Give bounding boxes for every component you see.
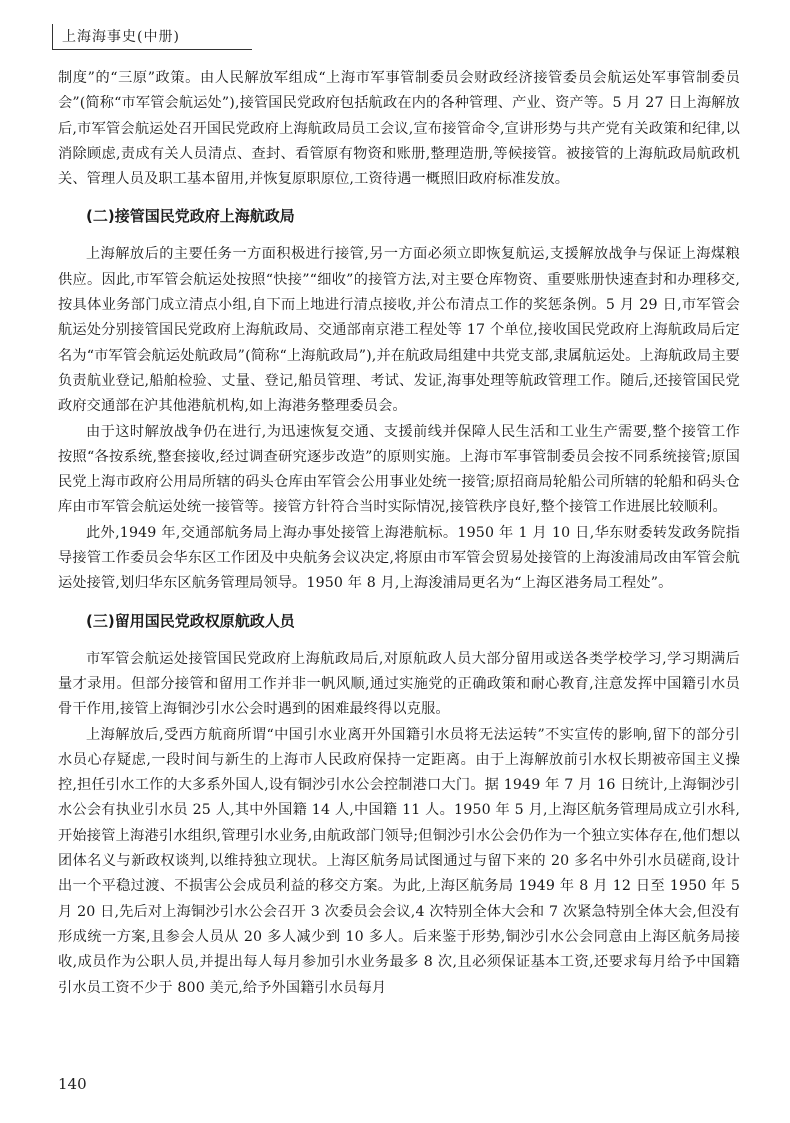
running-head-rule-vertical (52, 24, 53, 49)
paragraph: 上海解放后,受西方航商所谓“中国引水业离开外国籍引水员将无法运转”不实宣传的影响,留下的部分引水员心存疑虑,一段时间与新生的上海市人民政府保持一定距离。由于上海解放前引水权长期被帝国主义操控,担任引水工作的大多系外国人,设有铜沙引水公会控制港口大门。据 1949 年 7 月 16 日统计,上海铜沙引水公会有执业引水员 25 人,其中外国籍 14 人,中国籍 11 人。1950 年 5 月,上海区航务管理局成立引水科,开始接管上海港引水组织,管理引水业务,由航政部门领导;但铜沙引水公会仍作为一个独立实体存在,他们想以团体名义与新政权谈判,以维持独立现状。上海区航务局试图通过与留下来的 20 多名中外引水员磋商,设计出一个平稳过渡、不损害公会成员利益的移交方案。为此,上海区航务局 1949 年 8 月 12 日至 1950 年 5 月 20 日,先后对上海铜沙引水公会召开 3 次委员会会议,4 次特别全体大会和 7 次紧急特别全体大会,但没有形成统一方案,且参会人员从 20 多人减少到 10 多人。后来鉴于形势,铜沙引水公会同意由上海区航务局接收,成员作为公职人员,并提出每人每月参加引水业务最多 8 次,且必须保证基本工资,还要求每月给予中国籍引水员工资不少于 800 美元,给予外国籍引水员每月 (58, 726, 740, 996)
page-body (58, 66, 740, 1001)
running-head-rule (52, 49, 252, 50)
section-heading-2: (二)接管国民党政府上海航政局 (86, 207, 295, 226)
paragraph-continued: 制度”的“三原”政策。由人民解放军组成“上海市军事管制委员会财政经济接管委员会航运处军事管制委员会”(简称“市军管会航运处”),接管国民党政府包括航政在内的各种管理、产业、资产等。5 月 27 日上海解放后,市军管会航运处召开国民党政府上海航政局员工会议,宣布接管命令,宣讲形势与共产党有关政策和纪律,以消除顾虑,责成有关人员清点、查封、看管原有物资和账册,整理造册,等候接管。被接管的上海航政局航政机关、管理人员及职工基本留用,并恢复原职原位,工资待遇一概照旧政府标准发放。 (58, 70, 740, 188)
paragraph: 市军管会航运处接管国民党政府上海航政局后,对原航政人员大部分留用或送各类学校学习,学习期满后量才录用。但部分接管和留用工作并非一帆风顺,通过实施党的正确政策和耐心教育,注意发挥中国籍引水员骨干作用,接管上海铜沙引水公会时遇到的困难最终得以克服。 (58, 650, 740, 718)
running-head-title: 上海海事史(中册) (62, 29, 180, 45)
paragraph: 此外,1949 年,交通部航务局上海办事处接管上海港航标。1950 年 1 月 10 日,华东财委转发政务院指导接管工作委员会华东区工作团及中央航务会议决定,将原由市军管会贸易处接管的上海浚浦局改由军管会航运处接管,划归华东区航务管理局领导。1950 年 8 月,上海浚浦局更名为“上海区港务局工程处”。 (58, 524, 740, 592)
paragraph: 由于这时解放战争仍在进行,为迅速恢复交通、支援前线并保障人民生活和工业生产需要,整个接管工作按照“各按系统,整套接收,经过调查研究逐步改造”的原则实施。上海市军事管制委员会按不同系统接管;原国民党上海市政府公用局所辖的码头仓库由军管会公用事业处统一接管;原招商局轮船公司所辖的轮船和码头仓库由市军管会航运处统一接管等。接管方针符合当时实际情况,接管秩序良好,整个接管工作进展比较顺利。 (58, 423, 740, 516)
page-number: 140 (58, 1075, 87, 1093)
paragraph: 上海解放后的主要任务一方面积极进行接管,另一方面必须立即恢复航运,支援解放战争与保证上海煤粮供应。因此,市军管会航运处按照“快接”“细收”的接管方法,对主要仓库物资、重要账册快速查封和办理移交,按具体业务部门成立清点小组,自下而上地进行清点接收,并公布清点工作的奖惩条例。5 月 29 日,市军管会航运处分别接管国民党政府上海航政局、交通部南京港工程处等 17 个单位,接收国民党政府上海航政局后定名为“市军管会航运处航政局”(简称“上海航政局”),并在航政局组建中共党支部,隶属航运处。上海航政局主要负责航业登记,船舶检验、丈量、登记,船员管理、考试、发证,海事处理等航政管理工作。随后,还接管国民党政府交通部在沪其他港航机构,如上海港务整理委员会。 (58, 246, 740, 415)
section-heading-3: (三)留用国民党政权原航政人员 (86, 611, 295, 630)
